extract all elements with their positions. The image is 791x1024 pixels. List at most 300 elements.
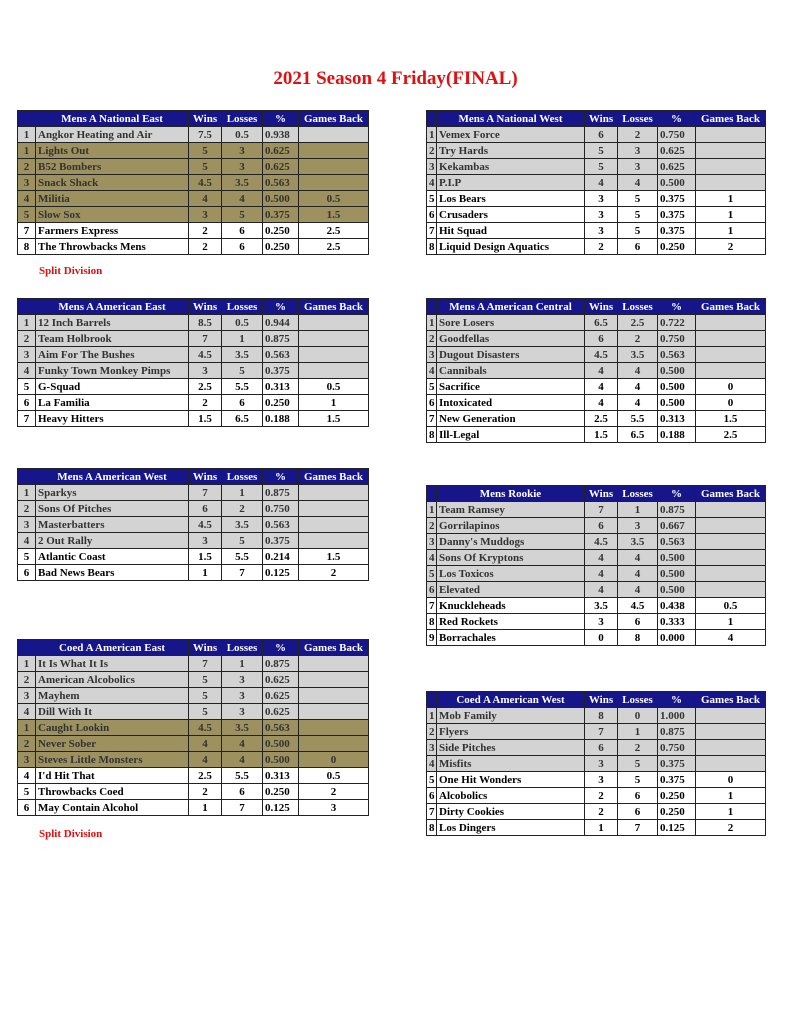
team-name-cell: B52 Bombers xyxy=(36,159,189,175)
table-row xyxy=(18,752,369,768)
team-name-cell: Sparkys xyxy=(36,485,189,501)
pct-cell: 0.500 xyxy=(658,582,696,598)
games-back-cell xyxy=(299,485,369,501)
table-header-row xyxy=(18,640,369,656)
table-row xyxy=(18,704,369,720)
losses-cell: 3.5 xyxy=(618,534,658,550)
pct-cell: 0.750 xyxy=(658,740,696,756)
table-row xyxy=(427,379,766,395)
table-row xyxy=(18,175,369,191)
games-back-cell: 2 xyxy=(299,784,369,800)
rank-header xyxy=(427,111,437,127)
games-back-cell xyxy=(696,724,766,740)
table-row xyxy=(18,411,369,427)
games-back-cell xyxy=(299,688,369,704)
table-row xyxy=(427,534,766,550)
games-back-header: Games Back xyxy=(299,111,369,127)
rank-cell: 8 xyxy=(427,614,437,630)
games-back-cell xyxy=(696,708,766,724)
rank-cell: 6 xyxy=(18,800,36,816)
losses-cell: 5 xyxy=(618,207,658,223)
games-back-cell: 1 xyxy=(696,207,766,223)
division-name-header: Mens A American East xyxy=(36,299,189,315)
games-back-cell xyxy=(299,331,369,347)
games-back-cell xyxy=(696,740,766,756)
rank-cell: 3 xyxy=(427,740,437,756)
pct-cell: 0.375 xyxy=(658,223,696,239)
games-back-cell: 1.5 xyxy=(299,549,369,565)
losses-cell: 4 xyxy=(222,736,263,752)
rank-cell: 1 xyxy=(427,502,437,518)
losses-header: Losses xyxy=(222,640,263,656)
rank-header xyxy=(427,692,437,708)
games-back-cell xyxy=(299,736,369,752)
team-name-cell: Throwbacks Coed xyxy=(36,784,189,800)
team-name-cell: Alcobolics xyxy=(437,788,585,804)
pct-cell: 0.375 xyxy=(658,772,696,788)
division-name-header: Coed A American West xyxy=(437,692,585,708)
rank-cell: 3 xyxy=(18,347,36,363)
table-row xyxy=(18,331,369,347)
wins-cell: 2.5 xyxy=(585,411,618,427)
losses-cell: 3.5 xyxy=(222,517,263,533)
table-row xyxy=(427,804,766,820)
games-back-cell: 1.5 xyxy=(696,411,766,427)
losses-cell: 3.5 xyxy=(222,720,263,736)
wins-cell: 7 xyxy=(585,502,618,518)
team-name-cell: Danny's Muddogs xyxy=(437,534,585,550)
pct-cell: 0.250 xyxy=(263,223,299,239)
table-row xyxy=(18,656,369,672)
wins-header: Wins xyxy=(585,299,618,315)
wins-header: Wins xyxy=(189,640,222,656)
rank-cell: 7 xyxy=(427,411,437,427)
team-name-cell: P.I.P xyxy=(437,175,585,191)
team-name-cell: Vemex Force xyxy=(437,127,585,143)
pct-cell: 0.625 xyxy=(263,704,299,720)
rank-cell: 2 xyxy=(427,331,437,347)
rank-cell: 4 xyxy=(18,363,36,379)
table-row xyxy=(18,127,369,143)
wins-cell: 4 xyxy=(189,191,222,207)
team-name-cell: Los Bears xyxy=(437,191,585,207)
losses-cell: 5 xyxy=(222,207,263,223)
table-row xyxy=(427,331,766,347)
team-name-cell: Goodfellas xyxy=(437,331,585,347)
games-back-cell xyxy=(696,143,766,159)
table-row xyxy=(18,672,369,688)
pct-cell: 0.500 xyxy=(658,175,696,191)
games-back-cell xyxy=(299,143,369,159)
losses-cell: 5.5 xyxy=(222,549,263,565)
table-row xyxy=(18,784,369,800)
standings-table-coed-a-american-west xyxy=(426,691,766,836)
team-name-cell: Caught Lookin xyxy=(36,720,189,736)
table-row xyxy=(427,159,766,175)
losses-cell: 7 xyxy=(222,800,263,816)
table-header-row xyxy=(427,299,766,315)
wins-cell: 1.5 xyxy=(189,411,222,427)
wins-cell: 0 xyxy=(585,630,618,646)
games-back-cell xyxy=(299,533,369,549)
table-row xyxy=(18,395,369,411)
team-name-cell: Aim For The Bushes xyxy=(36,347,189,363)
games-back-cell: 0.5 xyxy=(696,598,766,614)
rank-cell: 3 xyxy=(18,175,36,191)
games-back-cell xyxy=(696,502,766,518)
pct-cell: 0.750 xyxy=(658,331,696,347)
table-row xyxy=(427,772,766,788)
division-name-header: Mens A National West xyxy=(437,111,585,127)
losses-cell: 3.5 xyxy=(222,347,263,363)
games-back-cell xyxy=(696,331,766,347)
games-back-header: Games Back xyxy=(696,692,766,708)
losses-cell: 5.5 xyxy=(618,411,658,427)
team-name-cell: Hit Squad xyxy=(437,223,585,239)
losses-cell: 3.5 xyxy=(222,175,263,191)
wins-cell: 5 xyxy=(189,143,222,159)
games-back-cell xyxy=(299,720,369,736)
pct-cell: 0.625 xyxy=(263,143,299,159)
rank-cell: 8 xyxy=(18,239,36,255)
table-row xyxy=(18,533,369,549)
pct-cell: 0.375 xyxy=(658,191,696,207)
wins-cell: 3 xyxy=(585,756,618,772)
team-name-cell: Funky Town Monkey Pimps xyxy=(36,363,189,379)
team-name-cell: Flyers xyxy=(437,724,585,740)
rank-cell: 1 xyxy=(18,127,36,143)
division-name-header: Mens Rookie xyxy=(437,486,585,502)
wins-cell: 5 xyxy=(189,672,222,688)
losses-cell: 6 xyxy=(618,239,658,255)
table-row xyxy=(18,688,369,704)
losses-cell: 5 xyxy=(618,191,658,207)
games-back-cell: 1 xyxy=(696,804,766,820)
pct-cell: 0.875 xyxy=(263,485,299,501)
wins-cell: 1.5 xyxy=(189,549,222,565)
losses-cell: 1 xyxy=(222,331,263,347)
team-name-cell: Never Sober xyxy=(36,736,189,752)
team-name-cell: Team Ramsey xyxy=(437,502,585,518)
losses-cell: 3 xyxy=(222,704,263,720)
team-name-cell: Sons Of Pitches xyxy=(36,501,189,517)
losses-cell: 4.5 xyxy=(618,598,658,614)
table-header-row xyxy=(18,469,369,485)
losses-cell: 6 xyxy=(618,788,658,804)
standings-table-mens-a-american-central xyxy=(426,298,766,443)
losses-cell: 6 xyxy=(222,223,263,239)
games-back-cell: 1 xyxy=(696,223,766,239)
team-name-cell: May Contain Alcohol xyxy=(36,800,189,816)
team-name-cell: Slow Sox xyxy=(36,207,189,223)
table-row xyxy=(427,598,766,614)
wins-cell: 5 xyxy=(585,159,618,175)
losses-cell: 4 xyxy=(222,752,263,768)
games-back-cell xyxy=(696,566,766,582)
games-back-cell: 0 xyxy=(299,752,369,768)
table-row xyxy=(427,502,766,518)
team-name-cell: Masterbatters xyxy=(36,517,189,533)
losses-cell: 6 xyxy=(222,239,263,255)
games-back-cell: 2 xyxy=(299,565,369,581)
pct-cell: 0.250 xyxy=(658,788,696,804)
split-division-note: Split Division xyxy=(39,828,103,840)
pct-cell: 0.563 xyxy=(658,347,696,363)
wins-cell: 2 xyxy=(585,804,618,820)
team-name-cell: Mob Family xyxy=(437,708,585,724)
wins-cell: 4 xyxy=(189,752,222,768)
rank-cell: 4 xyxy=(427,175,437,191)
games-back-cell xyxy=(696,159,766,175)
rank-cell: 5 xyxy=(427,191,437,207)
table-row xyxy=(18,565,369,581)
rank-cell: 6 xyxy=(427,395,437,411)
table-row xyxy=(18,485,369,501)
losses-cell: 5 xyxy=(618,223,658,239)
rank-cell: 2 xyxy=(18,672,36,688)
rank-header xyxy=(427,486,437,502)
wins-cell: 8.5 xyxy=(189,315,222,331)
games-back-cell: 0 xyxy=(696,395,766,411)
team-name-cell: Los Dingers xyxy=(437,820,585,836)
losses-cell: 5 xyxy=(222,533,263,549)
wins-cell: 4.5 xyxy=(189,517,222,533)
pct-cell: 0.375 xyxy=(263,207,299,223)
rank-cell: 2 xyxy=(427,143,437,159)
pct-cell: 0.875 xyxy=(263,331,299,347)
table-row xyxy=(18,191,369,207)
table-row xyxy=(427,630,766,646)
team-name-cell: Ill-Legal xyxy=(437,427,585,443)
team-name-cell: Dugout Disasters xyxy=(437,347,585,363)
team-name-cell: Red Rockets xyxy=(437,614,585,630)
rank-cell: 2 xyxy=(18,736,36,752)
table-header-row xyxy=(427,111,766,127)
losses-cell: 1 xyxy=(222,656,263,672)
games-back-cell xyxy=(696,347,766,363)
pct-cell: 0.563 xyxy=(263,347,299,363)
games-back-cell xyxy=(299,175,369,191)
wins-cell: 2 xyxy=(189,223,222,239)
wins-cell: 3 xyxy=(585,614,618,630)
losses-cell: 3.5 xyxy=(618,347,658,363)
team-name-cell: New Generation xyxy=(437,411,585,427)
rank-cell: 4 xyxy=(427,550,437,566)
losses-cell: 2 xyxy=(618,331,658,347)
wins-cell: 6.5 xyxy=(585,315,618,331)
losses-cell: 6.5 xyxy=(618,427,658,443)
losses-cell: 5.5 xyxy=(222,379,263,395)
games-back-cell: 1 xyxy=(299,395,369,411)
table-row xyxy=(427,223,766,239)
losses-cell: 4 xyxy=(618,395,658,411)
losses-cell: 1 xyxy=(618,724,658,740)
table-row xyxy=(18,501,369,517)
games-back-cell xyxy=(299,159,369,175)
pct-cell: 0.625 xyxy=(263,672,299,688)
table-row xyxy=(427,614,766,630)
wins-cell: 1 xyxy=(189,800,222,816)
pct-cell: 0.250 xyxy=(263,395,299,411)
losses-cell: 3 xyxy=(618,159,658,175)
rank-cell: 5 xyxy=(18,784,36,800)
games-back-cell xyxy=(696,175,766,191)
rank-cell: 3 xyxy=(427,534,437,550)
team-name-cell: Los Toxicos xyxy=(437,566,585,582)
wins-cell: 2 xyxy=(189,784,222,800)
games-back-cell xyxy=(696,582,766,598)
pct-cell: 0.563 xyxy=(263,175,299,191)
losses-cell: 4 xyxy=(618,582,658,598)
wins-cell: 3 xyxy=(585,207,618,223)
wins-cell: 4.5 xyxy=(189,347,222,363)
table-row xyxy=(427,788,766,804)
team-name-cell: Try Hards xyxy=(437,143,585,159)
games-back-cell xyxy=(299,517,369,533)
losses-header: Losses xyxy=(618,111,658,127)
team-name-cell: One Hit Wonders xyxy=(437,772,585,788)
games-back-cell xyxy=(696,550,766,566)
table-row xyxy=(18,363,369,379)
team-name-cell: Sons Of Kryptons xyxy=(437,550,585,566)
division-name-header: Coed A American East xyxy=(36,640,189,656)
table-header-row xyxy=(427,692,766,708)
games-back-header: Games Back xyxy=(299,299,369,315)
games-back-cell: 1 xyxy=(696,614,766,630)
pct-cell: 0.125 xyxy=(658,820,696,836)
games-back-cell xyxy=(299,363,369,379)
rank-cell: 1 xyxy=(18,315,36,331)
rank-cell: 5 xyxy=(427,772,437,788)
losses-cell: 6 xyxy=(222,784,263,800)
games-back-cell xyxy=(299,127,369,143)
losses-cell: 7 xyxy=(222,565,263,581)
team-name-cell: Elevated xyxy=(437,582,585,598)
games-back-cell: 2 xyxy=(696,820,766,836)
games-back-cell xyxy=(299,347,369,363)
table-row xyxy=(18,517,369,533)
table-row xyxy=(427,756,766,772)
pct-cell: 0.875 xyxy=(658,502,696,518)
pct-cell: 0.438 xyxy=(658,598,696,614)
rank-cell: 9 xyxy=(427,630,437,646)
table-row xyxy=(427,518,766,534)
rank-cell: 3 xyxy=(18,517,36,533)
team-name-cell: La Familia xyxy=(36,395,189,411)
table-row xyxy=(427,740,766,756)
rank-cell: 3 xyxy=(427,159,437,175)
wins-cell: 4 xyxy=(585,175,618,191)
pct-cell: 0.313 xyxy=(263,379,299,395)
games-back-cell xyxy=(696,315,766,331)
table-row xyxy=(427,582,766,598)
team-name-cell: 12 Inch Barrels xyxy=(36,315,189,331)
rank-cell: 4 xyxy=(427,363,437,379)
pct-cell: 0.938 xyxy=(263,127,299,143)
losses-cell: 6 xyxy=(222,395,263,411)
rank-cell: 7 xyxy=(427,598,437,614)
standings-table-mens-a-american-west xyxy=(17,468,369,581)
pct-cell: 0.188 xyxy=(263,411,299,427)
table-row xyxy=(18,736,369,752)
pct-cell: 0.625 xyxy=(263,688,299,704)
rank-cell: 6 xyxy=(427,207,437,223)
page-title: 2021 Season 4 Friday(FINAL) xyxy=(273,68,518,89)
pct-header: % xyxy=(263,299,299,315)
table-header-row xyxy=(18,111,369,127)
losses-header: Losses xyxy=(618,692,658,708)
wins-cell: 4.5 xyxy=(585,534,618,550)
team-name-cell: I'd Hit That xyxy=(36,768,189,784)
table-header-row xyxy=(18,299,369,315)
games-back-cell: 1.5 xyxy=(299,411,369,427)
rank-header xyxy=(427,299,437,315)
pct-cell: 0.250 xyxy=(658,804,696,820)
rank-cell: 4 xyxy=(18,768,36,784)
games-back-cell xyxy=(299,704,369,720)
wins-cell: 2 xyxy=(585,239,618,255)
pct-cell: 0.375 xyxy=(658,207,696,223)
table-row xyxy=(18,768,369,784)
losses-cell: 0.5 xyxy=(222,127,263,143)
rank-cell: 8 xyxy=(427,427,437,443)
rank-cell: 8 xyxy=(427,239,437,255)
split-division-note: Split Division xyxy=(39,265,103,277)
table-row xyxy=(427,724,766,740)
pct-cell: 0.875 xyxy=(658,724,696,740)
pct-cell: 0.563 xyxy=(658,534,696,550)
standings-table-mens-a-national-west xyxy=(426,110,766,255)
rank-cell: 1 xyxy=(18,656,36,672)
rank-cell: 3 xyxy=(427,347,437,363)
team-name-cell: Cannibals xyxy=(437,363,585,379)
wins-cell: 5 xyxy=(585,143,618,159)
games-back-header: Games Back xyxy=(299,640,369,656)
wins-header: Wins xyxy=(189,111,222,127)
pct-cell: 0.250 xyxy=(263,239,299,255)
table-row xyxy=(427,363,766,379)
team-name-cell: Mayhem xyxy=(36,688,189,704)
table-row xyxy=(427,427,766,443)
games-back-cell: 0 xyxy=(696,379,766,395)
rank-cell: 7 xyxy=(18,411,36,427)
pct-header: % xyxy=(658,692,696,708)
losses-cell: 1 xyxy=(222,485,263,501)
wins-cell: 7.5 xyxy=(189,127,222,143)
pct-cell: 0.250 xyxy=(658,239,696,255)
rank-cell: 7 xyxy=(427,223,437,239)
pct-header: % xyxy=(263,111,299,127)
games-back-cell: 4 xyxy=(696,630,766,646)
pct-cell: 0.313 xyxy=(263,768,299,784)
team-name-cell: Steves Little Monsters xyxy=(36,752,189,768)
team-name-cell: Kekambas xyxy=(437,159,585,175)
wins-cell: 6 xyxy=(585,127,618,143)
pct-cell: 0.500 xyxy=(658,363,696,379)
team-name-cell: Side Pitches xyxy=(437,740,585,756)
team-name-cell: Lights Out xyxy=(36,143,189,159)
pct-cell: 0.500 xyxy=(263,736,299,752)
rank-header xyxy=(18,111,36,127)
rank-cell: 3 xyxy=(18,752,36,768)
wins-cell: 4 xyxy=(585,550,618,566)
wins-cell: 4.5 xyxy=(585,347,618,363)
wins-header: Wins xyxy=(585,692,618,708)
rank-cell: 1 xyxy=(18,143,36,159)
games-back-cell: 0 xyxy=(696,772,766,788)
rank-cell: 1 xyxy=(18,485,36,501)
wins-header: Wins xyxy=(189,299,222,315)
